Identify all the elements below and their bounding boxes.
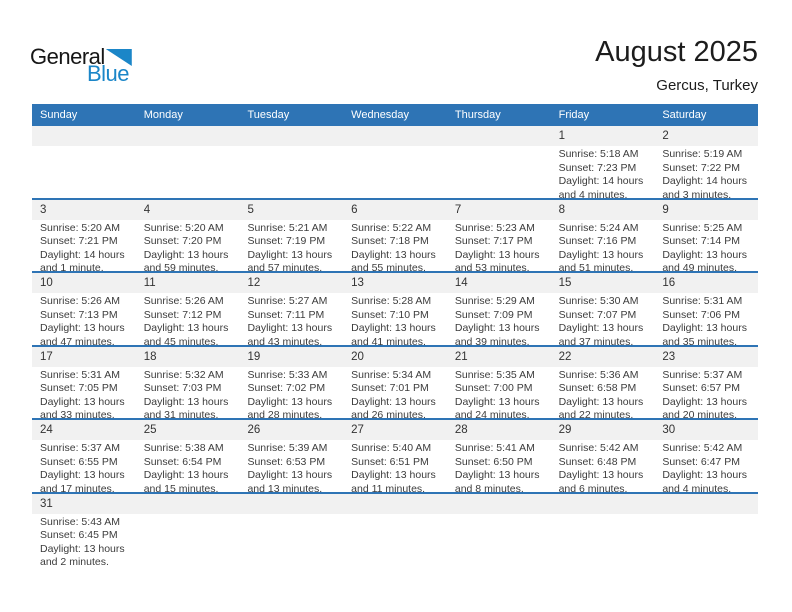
sunset-line: Sunset: 7:09 PM — [454, 308, 533, 321]
day-number: 3 — [32, 200, 136, 220]
sunset-line: Sunset: 7:23 PM — [558, 161, 637, 174]
sunset-line: Sunset: 6:53 PM — [247, 455, 326, 468]
day-details — [136, 367, 240, 419]
sunrise-line: Sunrise: 5:19 AM — [662, 148, 743, 160]
sunset-line: Sunset: 6:47 PM — [662, 455, 740, 468]
sunrise-line: Sunrise: 5:22 AM — [351, 221, 432, 234]
sunrise-line: Sunrise: 5:31 AM — [662, 295, 743, 307]
sunset-line: Sunset: 7:10 PM — [351, 308, 429, 321]
day-cell-24 — [32, 420, 136, 492]
day-cell-13 — [343, 273, 447, 345]
day-cell-30 — [654, 420, 758, 492]
day-details — [136, 293, 240, 345]
day-number: 17 — [32, 347, 136, 367]
day-number — [551, 494, 655, 514]
daylight-line: Daylight: 13 hours and 20 minutes. — [662, 395, 747, 418]
day-number: 29 — [551, 420, 655, 440]
sunrise-line: Sunrise: 5:27 AM — [247, 295, 328, 307]
location-subtitle: Gercus, Turkey — [656, 77, 758, 94]
day-cell-15 — [551, 273, 655, 345]
daylight-line: Daylight: 13 hours and 2 minutes. — [40, 542, 125, 569]
daylight-line: Daylight: 13 hours and 41 minutes. — [351, 322, 436, 345]
sunrise-line: Sunrise: 5:42 AM — [662, 442, 743, 454]
day-number: 9 — [654, 200, 758, 220]
day-details — [343, 293, 447, 345]
day-number: 2 — [654, 126, 758, 146]
day-number — [447, 126, 551, 146]
sunrise-line: Sunrise: 5:41 AM — [454, 442, 535, 454]
day-number: 21 — [447, 347, 551, 367]
weekday-header-monday: Monday — [143, 109, 183, 121]
day-number: 4 — [136, 200, 240, 220]
sunset-line: Sunset: 7:16 PM — [558, 235, 637, 248]
empty-cell — [239, 126, 343, 198]
day-cell-21 — [447, 347, 551, 419]
day-cell-7 — [447, 200, 551, 272]
sunset-line: Sunset: 7:06 PM — [662, 308, 740, 321]
day-number — [654, 494, 758, 514]
sunrise-line: Sunrise: 5:28 AM — [351, 295, 432, 307]
daylight-line: Daylight: 13 hours and 13 minutes. — [247, 469, 333, 492]
empty-cell — [447, 494, 551, 580]
sunset-line: Sunset: 6:57 PM — [662, 382, 740, 395]
daylight-line: Daylight: 13 hours and 15 minutes. — [143, 469, 229, 492]
logo-text-blue: Blue — [87, 61, 130, 86]
day-details — [239, 367, 343, 419]
day-details — [239, 220, 343, 272]
day-number: 18 — [136, 347, 240, 367]
day-cell-5 — [239, 200, 343, 272]
weekday-header-row — [32, 104, 758, 126]
week-row-1 — [32, 126, 758, 200]
day-details — [447, 440, 551, 492]
empty-cell — [551, 494, 655, 580]
week-row-6 — [32, 494, 758, 580]
day-number — [447, 494, 551, 514]
calendar-weeks — [32, 126, 758, 580]
daylight-line: Daylight: 13 hours and 53 minutes. — [454, 248, 540, 271]
empty-cell — [447, 126, 551, 198]
day-cell-18 — [136, 347, 240, 419]
daylight-line: Daylight: 13 hours and 28 minutes. — [247, 395, 333, 418]
day-cell-25 — [136, 420, 240, 492]
sunrise-line: Sunrise: 5:39 AM — [247, 442, 328, 454]
daylight-line: Daylight: 13 hours and 47 minutes. — [40, 322, 125, 345]
day-number: 31 — [32, 494, 136, 514]
day-number: 1 — [551, 126, 655, 146]
sunset-line: Sunset: 6:48 PM — [558, 455, 637, 468]
month-title: August 2025 — [595, 36, 758, 68]
day-cell-10 — [32, 273, 136, 345]
day-number: 11 — [136, 273, 240, 293]
sunrise-line: Sunrise: 5:30 AM — [558, 295, 639, 307]
day-details — [447, 293, 551, 345]
sunrise-line: Sunrise: 5:36 AM — [558, 368, 639, 381]
empty-cell — [239, 494, 343, 580]
sunrise-line: Sunrise: 5:43 AM — [40, 515, 120, 528]
weekday-header-tuesday: Tuesday — [247, 109, 290, 121]
day-details — [551, 220, 655, 272]
day-details — [343, 220, 447, 272]
weekday-header-friday: Friday — [558, 109, 590, 121]
sunset-line: Sunset: 7:17 PM — [454, 235, 533, 248]
sunset-line: Sunset: 7:05 PM — [40, 382, 118, 395]
day-cell-16 — [654, 273, 758, 345]
calendar-table — [32, 104, 758, 580]
day-details — [654, 146, 758, 198]
day-number: 26 — [239, 420, 343, 440]
day-number: 25 — [136, 420, 240, 440]
day-details — [551, 367, 655, 419]
day-number — [136, 126, 240, 146]
day-cell-17 — [32, 347, 136, 419]
day-cell-6 — [343, 200, 447, 272]
day-cell-4 — [136, 200, 240, 272]
day-number — [239, 126, 343, 146]
day-details — [32, 514, 136, 570]
day-details — [551, 440, 655, 492]
daylight-line: Daylight: 13 hours and 26 minutes. — [351, 395, 436, 418]
sunrise-line: Sunrise: 5:21 AM — [247, 221, 328, 234]
sunset-line: Sunset: 6:51 PM — [351, 455, 429, 468]
sunset-line: Sunset: 7:02 PM — [247, 382, 326, 395]
day-number: 27 — [343, 420, 447, 440]
weekday-header-sunday: Sunday — [40, 109, 78, 121]
sunrise-line: Sunrise: 5:35 AM — [454, 368, 535, 381]
day-number: 6 — [343, 200, 447, 220]
sunrise-line: Sunrise: 5:20 AM — [40, 221, 120, 234]
day-number: 12 — [239, 273, 343, 293]
sunrise-line: Sunrise: 5:23 AM — [454, 221, 535, 234]
day-number: 8 — [551, 200, 655, 220]
day-cell-20 — [343, 347, 447, 419]
sunrise-line: Sunrise: 5:38 AM — [143, 442, 224, 454]
day-number: 7 — [447, 200, 551, 220]
day-number: 14 — [447, 273, 551, 293]
week-row-3 — [32, 273, 758, 347]
day-details — [239, 293, 343, 345]
header-titles — [595, 36, 758, 94]
day-details — [447, 220, 551, 272]
week-row-5 — [32, 420, 758, 494]
day-number — [343, 126, 447, 146]
daylight-line: Daylight: 13 hours and 8 minutes. — [454, 469, 540, 492]
sunrise-line: Sunrise: 5:24 AM — [558, 221, 639, 234]
day-cell-14 — [447, 273, 551, 345]
sunrise-line: Sunrise: 5:40 AM — [351, 442, 432, 454]
day-number: 16 — [654, 273, 758, 293]
day-details — [551, 293, 655, 345]
daylight-line: Daylight: 13 hours and 59 minutes. — [143, 248, 229, 271]
day-cell-26 — [239, 420, 343, 492]
day-number: 5 — [239, 200, 343, 220]
sunset-line: Sunset: 7:11 PM — [247, 308, 325, 321]
day-details — [654, 367, 758, 419]
day-number — [136, 494, 240, 514]
empty-cell — [654, 494, 758, 580]
general-blue-logo — [30, 46, 132, 85]
sunset-line: Sunset: 7:07 PM — [558, 308, 637, 321]
day-number — [343, 494, 447, 514]
day-details — [136, 220, 240, 272]
day-details — [654, 220, 758, 272]
daylight-line: Daylight: 13 hours and 51 minutes. — [558, 248, 644, 271]
day-cell-22 — [551, 347, 655, 419]
day-number: 13 — [343, 273, 447, 293]
day-details — [343, 367, 447, 419]
daylight-line: Daylight: 14 hours and 1 minute. — [40, 248, 125, 271]
day-cell-19 — [239, 347, 343, 419]
sunrise-line: Sunrise: 5:31 AM — [40, 368, 120, 381]
sunrise-line: Sunrise: 5:18 AM — [558, 148, 639, 160]
sunset-line: Sunset: 7:00 PM — [454, 382, 533, 395]
day-details — [343, 440, 447, 492]
day-details — [239, 440, 343, 492]
day-cell-8 — [551, 200, 655, 272]
sunrise-line: Sunrise: 5:37 AM — [662, 368, 743, 381]
daylight-line: Daylight: 13 hours and 43 minutes. — [247, 322, 333, 345]
daylight-line: Daylight: 13 hours and 45 minutes. — [143, 322, 229, 345]
sunset-line: Sunset: 6:58 PM — [558, 382, 637, 395]
daylight-line: Daylight: 13 hours and 57 minutes. — [247, 248, 333, 271]
day-number: 24 — [32, 420, 136, 440]
day-details — [136, 440, 240, 492]
day-number: 15 — [551, 273, 655, 293]
day-details — [551, 146, 655, 198]
sunrise-line: Sunrise: 5:37 AM — [40, 442, 120, 454]
daylight-line: Daylight: 13 hours and 22 minutes. — [558, 395, 644, 418]
daylight-line: Daylight: 13 hours and 24 minutes. — [454, 395, 540, 418]
empty-cell — [136, 126, 240, 198]
day-number: 22 — [551, 347, 655, 367]
day-cell-11 — [136, 273, 240, 345]
sunset-line: Sunset: 7:14 PM — [662, 235, 740, 248]
day-details — [654, 293, 758, 345]
day-number: 28 — [447, 420, 551, 440]
sunrise-line: Sunrise: 5:29 AM — [454, 295, 535, 307]
day-cell-29 — [551, 420, 655, 492]
sunrise-line: Sunrise: 5:33 AM — [247, 368, 328, 381]
daylight-line: Daylight: 13 hours and 49 minutes. — [662, 248, 747, 271]
day-cell-31 — [32, 494, 136, 580]
sunrise-line: Sunrise: 5:26 AM — [40, 295, 120, 307]
sunset-line: Sunset: 7:19 PM — [247, 235, 326, 248]
sunset-line: Sunset: 6:45 PM — [40, 529, 118, 542]
sunset-line: Sunset: 7:13 PM — [40, 308, 118, 321]
sunrise-line: Sunrise: 5:42 AM — [558, 442, 639, 454]
weekday-header-saturday: Saturday — [662, 109, 707, 121]
day-cell-27 — [343, 420, 447, 492]
sunset-line: Sunset: 7:20 PM — [143, 235, 222, 248]
day-details — [32, 293, 136, 345]
week-row-4 — [32, 347, 758, 421]
sunset-line: Sunset: 6:55 PM — [40, 455, 118, 468]
sunset-line: Sunset: 7:03 PM — [143, 382, 222, 395]
daylight-line: Daylight: 14 hours and 3 minutes. — [662, 175, 747, 198]
day-number: 30 — [654, 420, 758, 440]
daylight-line: Daylight: 14 hours and 4 minutes. — [558, 175, 644, 198]
day-details — [32, 440, 136, 492]
daylight-line: Daylight: 13 hours and 39 minutes. — [454, 322, 540, 345]
day-details — [447, 367, 551, 419]
day-cell-3 — [32, 200, 136, 272]
daylight-line: Daylight: 13 hours and 6 minutes. — [558, 469, 644, 492]
sunset-line: Sunset: 7:12 PM — [143, 308, 222, 321]
day-cell-2 — [654, 126, 758, 198]
empty-cell — [343, 494, 447, 580]
sunset-line: Sunset: 6:50 PM — [454, 455, 533, 468]
daylight-line: Daylight: 13 hours and 37 minutes. — [558, 322, 644, 345]
day-cell-9 — [654, 200, 758, 272]
daylight-line: Daylight: 13 hours and 31 minutes. — [143, 395, 229, 418]
empty-cell — [32, 126, 136, 198]
sunrise-line: Sunrise: 5:20 AM — [143, 221, 224, 234]
logo-text-general: General — [30, 44, 105, 69]
day-details — [654, 440, 758, 492]
day-number: 20 — [343, 347, 447, 367]
day-cell-23 — [654, 347, 758, 419]
day-details — [32, 367, 136, 419]
day-cell-28 — [447, 420, 551, 492]
day-details — [32, 220, 136, 272]
week-row-2 — [32, 200, 758, 274]
day-cell-1 — [551, 126, 655, 198]
day-number — [32, 126, 136, 146]
day-number: 10 — [32, 273, 136, 293]
empty-cell — [343, 126, 447, 198]
daylight-line: Daylight: 13 hours and 33 minutes. — [40, 395, 125, 418]
day-number — [239, 494, 343, 514]
day-cell-12 — [239, 273, 343, 345]
weekday-header-wednesday: Wednesday — [351, 109, 410, 121]
sunset-line: Sunset: 7:22 PM — [662, 161, 740, 174]
sunrise-line: Sunrise: 5:26 AM — [143, 295, 224, 307]
sunset-line: Sunset: 7:21 PM — [40, 235, 118, 248]
daylight-line: Daylight: 13 hours and 17 minutes. — [40, 469, 125, 492]
sunrise-line: Sunrise: 5:25 AM — [662, 221, 743, 234]
sunrise-line: Sunrise: 5:34 AM — [351, 368, 432, 381]
daylight-line: Daylight: 13 hours and 35 minutes. — [662, 322, 747, 345]
daylight-line: Daylight: 13 hours and 11 minutes. — [351, 469, 436, 492]
daylight-line: Daylight: 13 hours and 55 minutes. — [351, 248, 436, 271]
empty-cell — [136, 494, 240, 580]
sunset-line: Sunset: 7:18 PM — [351, 235, 429, 248]
daylight-line: Daylight: 13 hours and 4 minutes. — [662, 469, 747, 492]
sunrise-line: Sunrise: 5:32 AM — [143, 368, 224, 381]
sunset-line: Sunset: 6:54 PM — [143, 455, 222, 468]
sunset-line: Sunset: 7:01 PM — [351, 382, 429, 395]
day-number: 23 — [654, 347, 758, 367]
day-number: 19 — [239, 347, 343, 367]
weekday-header-thursday: Thursday — [454, 109, 501, 121]
